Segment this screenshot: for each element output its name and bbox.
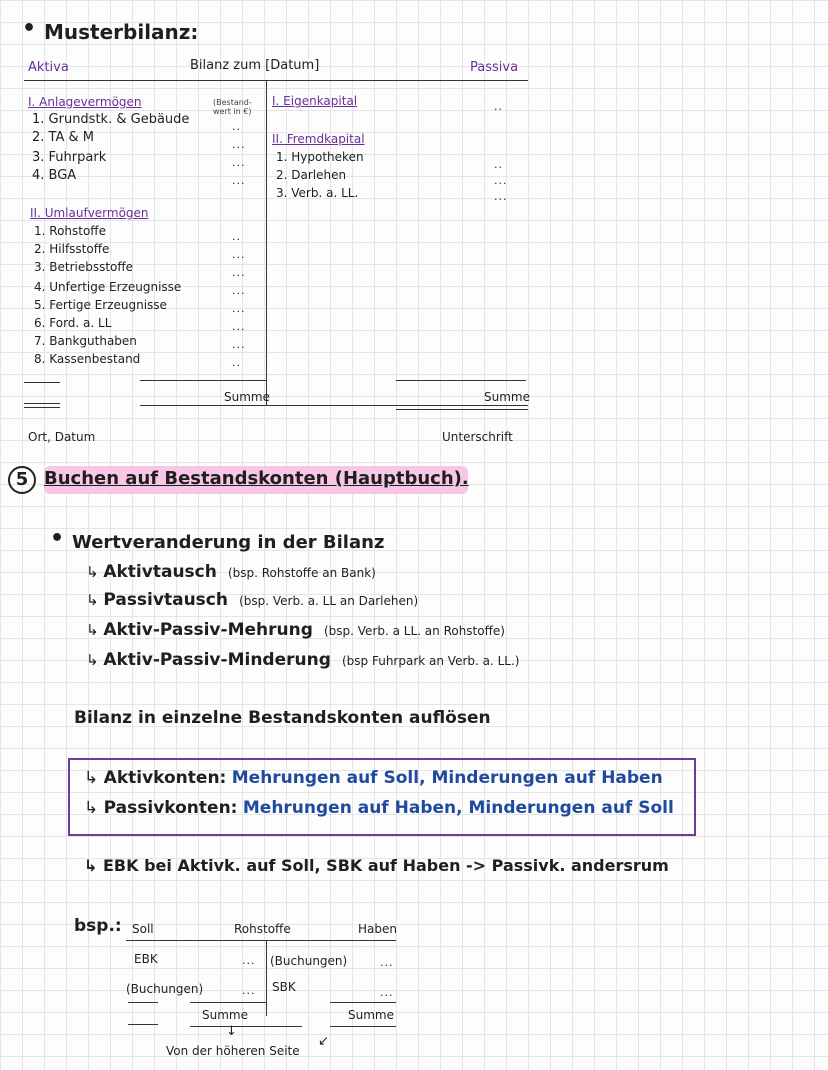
anlage-value: ...: [232, 138, 246, 151]
t-value: ...: [242, 954, 256, 967]
t-line: [128, 1002, 158, 1003]
fremd-item: 1. Hypotheken: [276, 150, 364, 164]
section-number: 5: [8, 466, 36, 494]
anlage-item: 3. Fuhrpark: [32, 150, 107, 165]
anlage-value: ...: [232, 156, 246, 169]
t-line: [190, 1002, 266, 1003]
section-title-buchen: Buchen auf Bestandskonten (Hauptbuch).: [44, 468, 469, 489]
ort-datum: Ort, Datum: [28, 430, 96, 444]
umlauf-item: 4. Unfertige Erzeugnisse: [34, 280, 182, 294]
umlauf-item: 3. Betriebsstoffe: [34, 260, 134, 274]
t-soll: Soll: [132, 922, 154, 936]
summe-line: [24, 382, 60, 383]
arrow-left-icon: ↓: [226, 1024, 237, 1039]
double-line: [396, 409, 528, 410]
t-double-line: [190, 1026, 302, 1027]
bilanz-top-line: [24, 80, 528, 81]
change-item: ↳ Aktivtausch (bsp. Rohstoffe an Bank): [86, 562, 376, 582]
fremd-item: 2. Darlehen: [276, 168, 347, 182]
t-buchungen-left: (Buchungen): [126, 982, 204, 996]
t-value: ...: [380, 986, 394, 999]
summe-right: Summe: [484, 390, 530, 404]
t-footnote: Von der höheren Seite: [166, 1044, 300, 1058]
sub-heading: Wertveranderung in der Bilanz: [72, 532, 385, 553]
umlauf-item: 8. Kassenbestand: [34, 352, 141, 366]
aufloesen-text: Bilanz in einzelne Bestandskonten auflösen: [74, 708, 491, 728]
t-value: ...: [242, 984, 256, 997]
umlauf-value: ...: [232, 266, 246, 279]
unterschrift: Unterschrift: [442, 430, 513, 444]
umlauf-heading: II. Umlaufvermögen: [30, 206, 149, 220]
bilanz-header: Bilanz zum [Datum]: [190, 58, 320, 73]
summe-line: [140, 380, 266, 381]
umlauf-item: 1. Rohstoffe: [34, 224, 106, 238]
umlauf-item: 6. Ford. a. LL: [34, 316, 112, 330]
rule-passiv: ↳ Passivkonten: Mehrungen auf Haben, Minderungen auf Soll: [84, 798, 674, 818]
fremd-item: 3. Verb. a. LL.: [276, 186, 359, 200]
section-title-musterbilanz: Musterbilanz:: [44, 20, 199, 44]
t-summe-left: Summe: [202, 1008, 248, 1022]
t-double-line: [330, 1026, 396, 1027]
t-top-line: [126, 940, 396, 941]
ebk-line: ↳ EBK bei Aktivk. auf Soll, SBK auf Haben -> Passivk. andersrum: [84, 856, 669, 875]
summe-line: [396, 380, 526, 381]
bullet-dot: •: [50, 526, 65, 551]
t-double-line: [128, 1024, 158, 1025]
double-line: [24, 403, 60, 404]
t-sbk: SBK: [272, 980, 296, 994]
eigen-heading: I. Eigenkapital: [272, 94, 358, 108]
umlauf-value: ...: [232, 320, 246, 333]
anlage-value: ...: [232, 174, 246, 187]
umlauf-value: ..: [232, 356, 241, 369]
change-item: ↳ Aktiv-Passiv-Mehrung (bsp. Verb. a LL. an Rohstoffe): [86, 620, 505, 640]
anlage-item: 2. TA & M: [32, 130, 94, 145]
eigen-value: ..: [494, 100, 503, 113]
change-item: ↳ Passivtausch (bsp. Verb. a. LL an Darlehen): [86, 590, 419, 610]
umlauf-value: ...: [232, 302, 246, 315]
fremd-value: ...: [494, 190, 508, 203]
umlauf-item: 5. Fertige Erzeugnisse: [34, 298, 167, 312]
passiva-label: Passiva: [470, 60, 519, 75]
anlage-value: ..: [232, 120, 241, 133]
umlauf-value: ...: [232, 338, 246, 351]
anlage-item: 1. Grundstk. & Gebäude: [32, 112, 190, 127]
t-line: [330, 1002, 396, 1003]
bilanz-middle-line: [266, 80, 267, 406]
t-value: ...: [380, 956, 394, 969]
rule-aktiv: ↳ Aktivkonten: Mehrungen auf Soll, Minderungen auf Haben: [84, 768, 663, 788]
umlauf-item: 2. Hilfsstoffe: [34, 242, 110, 256]
t-buchungen-right: (Buchungen): [270, 954, 348, 968]
bestand-note: (Bestand- wert in €): [213, 98, 252, 116]
t-title: Rohstoffe: [234, 922, 291, 936]
bullet-dot: •: [22, 16, 37, 41]
t-middle-line: [266, 940, 267, 1016]
aktiva-label: Aktiva: [28, 60, 69, 75]
fremd-value: ..: [494, 158, 503, 171]
change-item: ↳ Aktiv-Passiv-Minderung (bsp Fuhrpark an Verb. a. LL.): [86, 650, 520, 670]
umlauf-value: ...: [232, 284, 246, 297]
arrow-right-icon: ↙: [318, 1034, 329, 1049]
umlauf-value: ..: [232, 230, 241, 243]
fremd-value: ...: [494, 174, 508, 187]
umlauf-item: 7. Bankguthaben: [34, 334, 137, 348]
t-haben: Haben: [358, 922, 397, 936]
summe-left: Summe: [224, 390, 270, 404]
fremd-heading: II. Fremdkapital: [272, 132, 365, 146]
t-ebk: EBK: [134, 952, 158, 966]
bottom-line: [140, 405, 528, 406]
umlauf-value: ...: [232, 248, 246, 261]
anlage-item: 4. BGA: [32, 168, 77, 183]
t-summe-right: Summe: [348, 1008, 394, 1022]
bsp-label: bsp.:: [74, 916, 122, 936]
anlage-heading: I. Anlagevermögen: [28, 95, 142, 109]
double-line: [24, 407, 60, 408]
